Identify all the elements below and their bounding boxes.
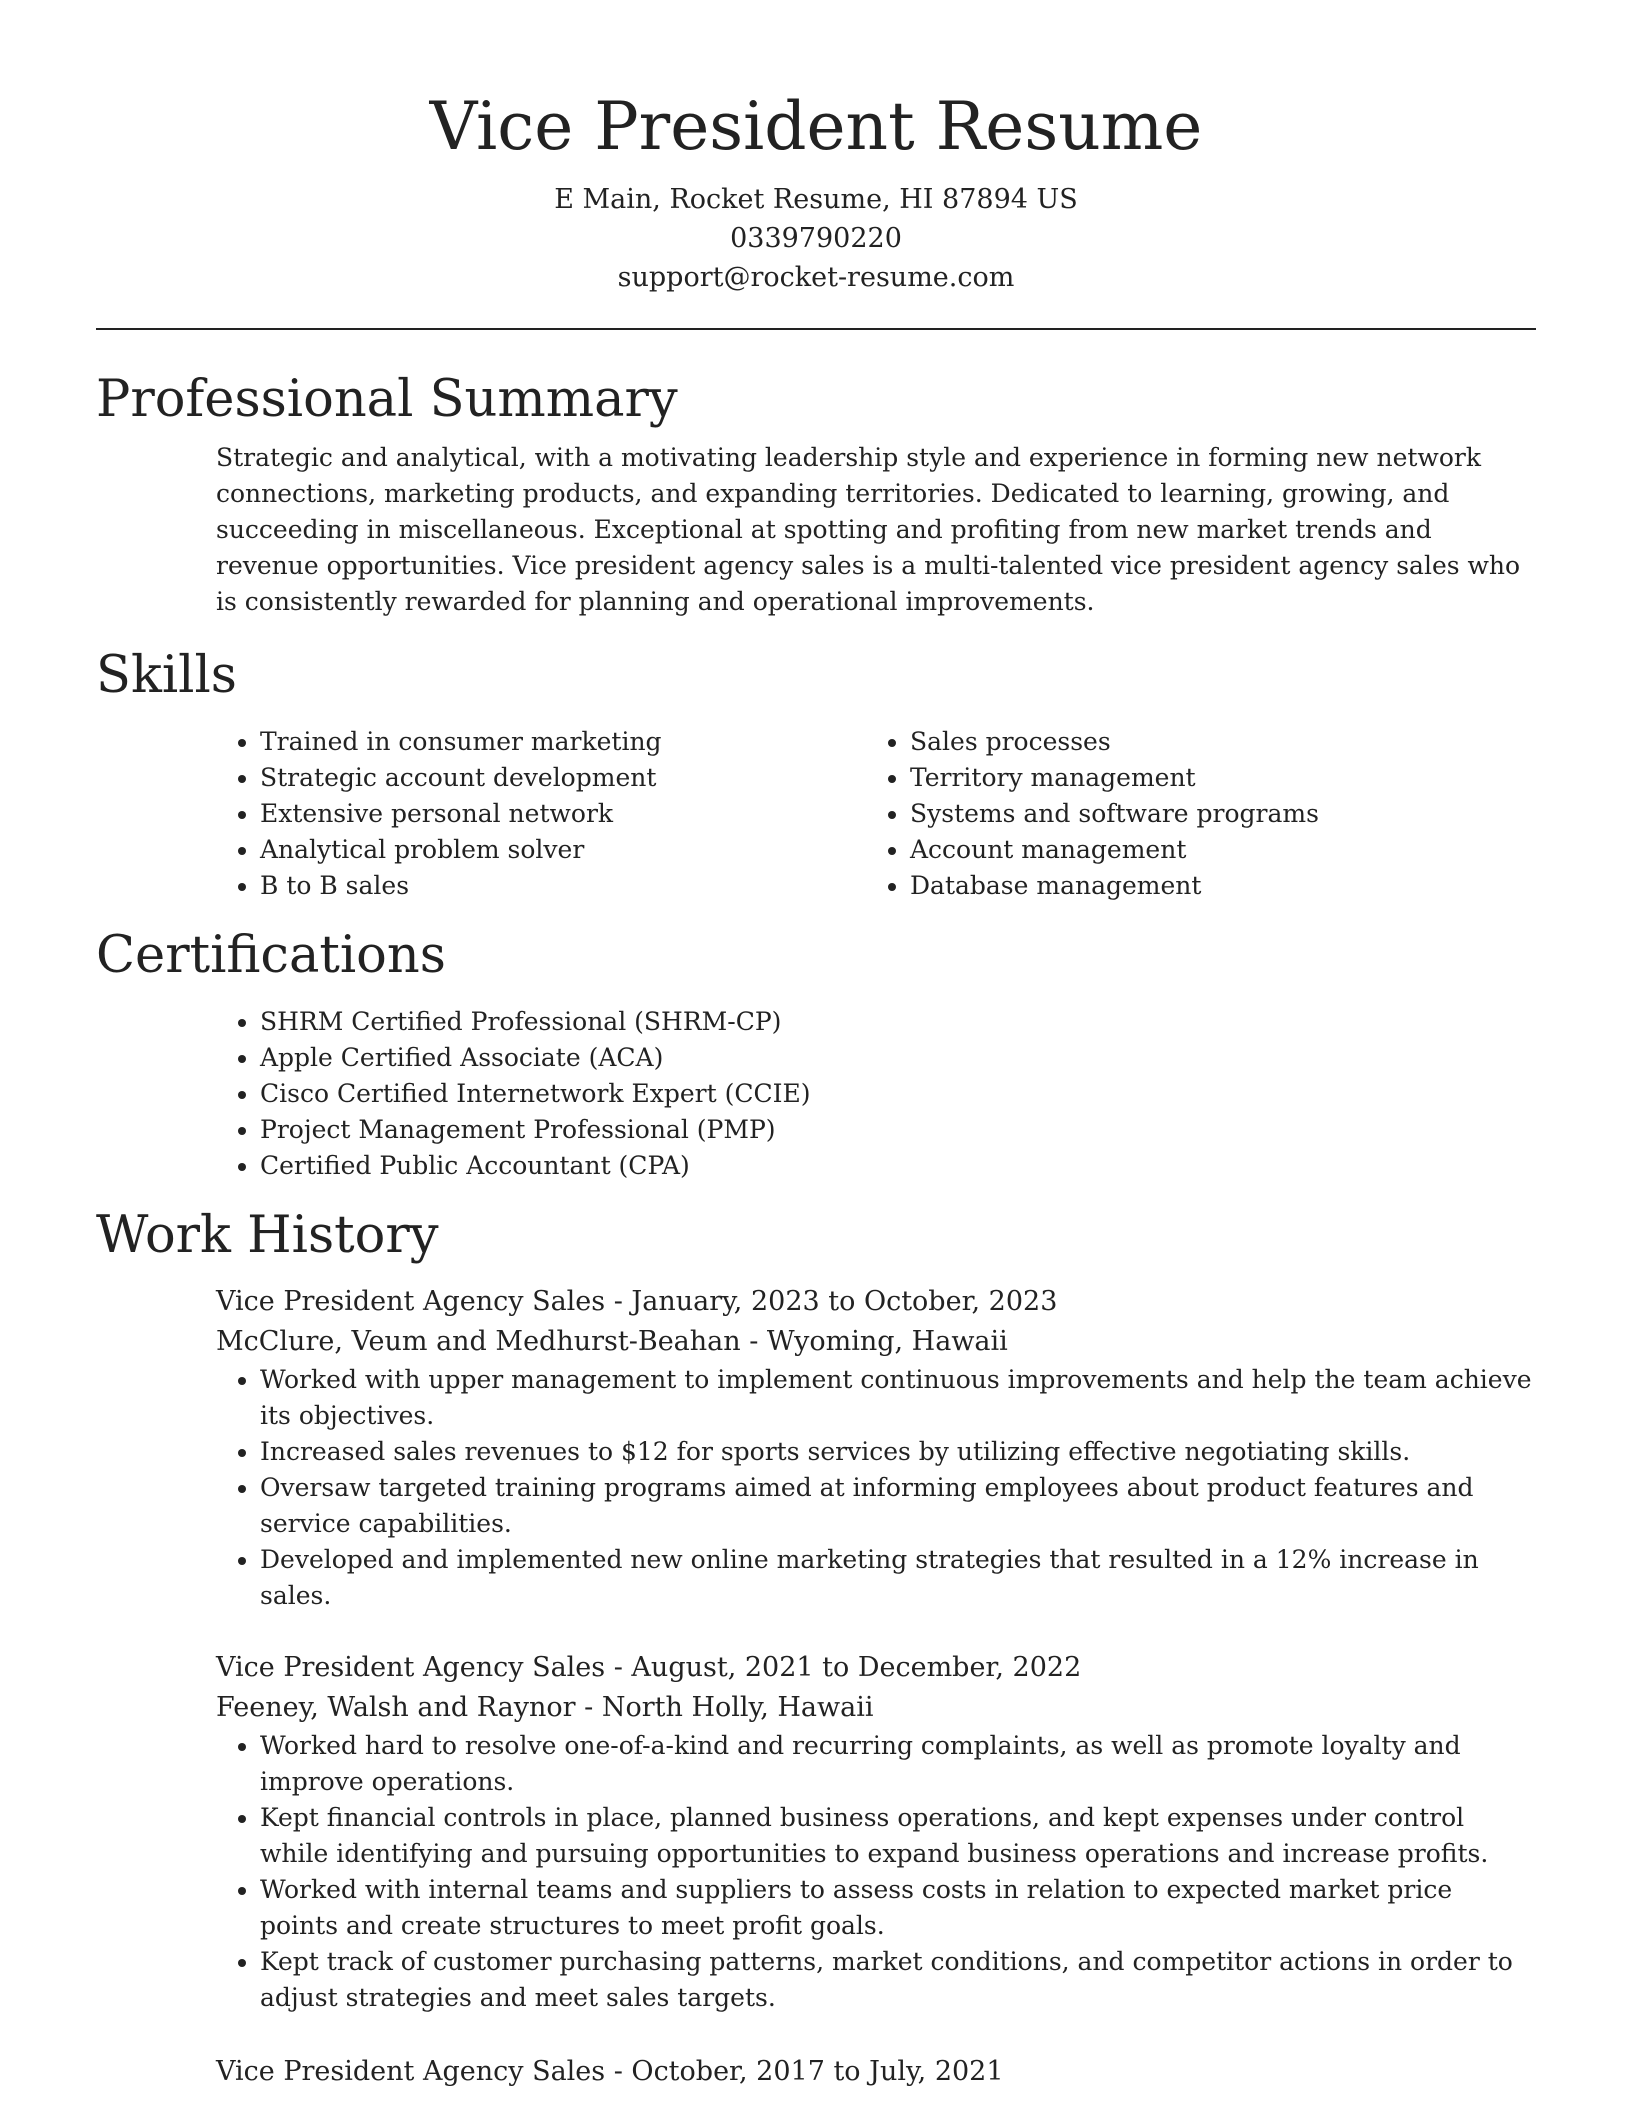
skills-column-left xyxy=(216,724,866,904)
skills-list-right xyxy=(866,724,1516,904)
job-duty-item: • Developed and implemented new online marketing strategies that resulted in a 12% increase in sales. xyxy=(260,1542,1536,1614)
job-entry xyxy=(216,1648,1536,2016)
skill-item: • Sales processes xyxy=(910,724,1516,760)
skill-item: • Strategic account development xyxy=(260,760,866,796)
certifications-list xyxy=(216,1004,1536,1184)
job-duty-item: • Worked with internal teams and suppliers to assess costs in relation to expected market price points and create structures to meet profit goals. xyxy=(260,1872,1536,1944)
job-duty-item: • Worked hard to resolve one-of-a-kind and recurring complaints, as well as promote loyalty and improve operations. xyxy=(260,1728,1536,1800)
skills-column-right xyxy=(866,724,1516,904)
resume-header xyxy=(0,0,1632,297)
skill-item: • Database management xyxy=(910,868,1516,904)
skill-item: • Extensive personal network xyxy=(260,796,866,832)
certifications-block xyxy=(216,1004,1536,1184)
job-entry xyxy=(216,2052,1536,2092)
certification-item: • SHRM Certified Professional (SHRM-CP) xyxy=(260,1004,1536,1040)
contact-phone: 0339790220 xyxy=(730,223,902,254)
skills-grid xyxy=(216,724,1536,904)
summary-heading: Professional Summary xyxy=(96,370,678,429)
skill-item: • Trained in consumer marketing xyxy=(260,724,866,760)
skill-item: • B to B sales xyxy=(260,868,866,904)
certifications-heading: Certifications xyxy=(96,926,446,985)
header-divider xyxy=(96,328,1536,330)
summary-text: Strategic and analytical, with a motivating leadership style and experience in forming new network connections, marketing products, and expanding territories. Dedicated to learning, growing, and succeeding in miscellaneous. Exceptional at spotting and profiting from new market trends and revenue opportunities. Vice president agency sales is a multi-talented vice president agency sales who is consistently rewarded for planning and operational improvements. xyxy=(216,443,1521,616)
job-duty-item: • Kept track of customer purchasing patterns, market conditions, and competitor actions in order to adjust strategies and meet sales targets. xyxy=(260,1944,1536,2016)
contact-block xyxy=(0,180,1632,297)
job-duties-list xyxy=(216,1362,1536,1614)
contact-address: E Main, Rocket Resume, HI 87894 US xyxy=(554,184,1078,215)
certification-item: • Certified Public Accountant (CPA) xyxy=(260,1148,1536,1184)
skill-item: • Analytical problem solver xyxy=(260,832,866,868)
job-title-line: Vice President Agency Sales - January, 2023 to October, 2023 xyxy=(216,1286,1058,1317)
certification-item: • Project Management Professional (PMP) xyxy=(260,1112,1536,1148)
certification-item: • Cisco Certified Internetwork Expert (CCIE) xyxy=(260,1076,1536,1112)
job-entry xyxy=(216,1282,1536,1614)
skill-item: • Territory management xyxy=(910,760,1516,796)
skills-list-left xyxy=(216,724,866,904)
skill-item: • Account management xyxy=(910,832,1516,868)
job-duty-item: • Oversaw targeted training programs aimed at informing employees about product features and service capabilities. xyxy=(260,1470,1536,1542)
job-company-line: McClure, Veum and Medhurst-Beahan - Wyoming, Hawaii xyxy=(216,1326,1008,1357)
job-duty-item: • Kept financial controls in place, planned business operations, and kept expenses under control while identifying and pursuing opportunities to expand business operations and increase profits. xyxy=(260,1800,1536,1872)
skill-item: • Systems and software programs xyxy=(910,796,1516,832)
certification-item: • Apple Certified Associate (ACA) xyxy=(260,1040,1536,1076)
work-history-heading: Work History xyxy=(96,1206,439,1265)
resume-title: Vice President Resume xyxy=(429,88,1203,165)
work-history-list xyxy=(0,1282,1632,2092)
job-duty-item: • Worked with upper management to implement continuous improvements and help the team achieve its objectives. xyxy=(260,1362,1536,1434)
job-title-line: Vice President Agency Sales - August, 2021 to December, 2022 xyxy=(216,1652,1082,1683)
job-title-line: Vice President Agency Sales - October, 2017 to July, 2021 xyxy=(216,2056,1004,2087)
job-duties-list xyxy=(216,1728,1536,2016)
skills-heading: Skills xyxy=(96,646,237,705)
job-company-line: Feeney, Walsh and Raynor - North Holly, Hawaii xyxy=(216,1692,874,1723)
job-duty-item: • Increased sales revenues to $12 for sports services by utilizing effective negotiating skills. xyxy=(260,1434,1536,1470)
contact-email: support@rocket-resume.com xyxy=(617,262,1015,293)
